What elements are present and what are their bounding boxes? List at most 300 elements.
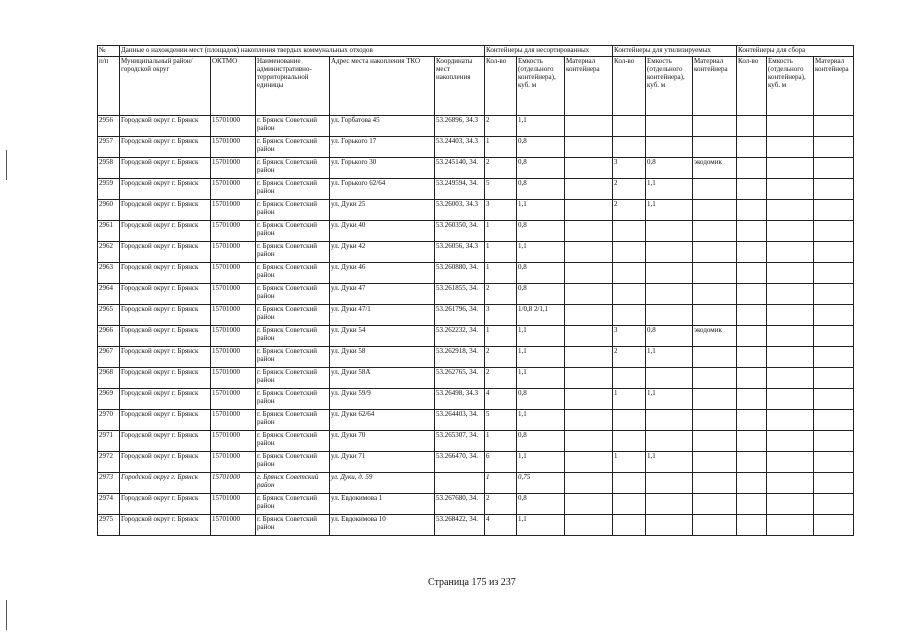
cell-material-unsorted	[565, 326, 613, 347]
cell-volume-unsorted: 1/0,8 2/1,1	[517, 305, 565, 326]
cell-material-recyclable	[693, 452, 737, 473]
page-number: Страница 175 из 237	[428, 577, 516, 588]
cell-material-recyclable	[693, 179, 737, 200]
table-row	[98, 473, 854, 494]
cell-volume-unsorted: 1,1	[517, 242, 565, 263]
header-unsorted-containers: Контейнеры для несортированных	[485, 46, 613, 57]
cell-material-collection	[814, 452, 854, 473]
cell-material-recyclable	[693, 515, 737, 536]
cell-address: ул. Дуки 46	[330, 263, 435, 284]
cell-volume-unsorted: 1,1	[517, 410, 565, 431]
cell-qty-collection	[737, 200, 767, 221]
cell-material-recyclable	[693, 389, 737, 410]
cell-material-recyclable	[693, 137, 737, 158]
cell-coordinates: 53.262232, 34.	[435, 326, 485, 347]
cell-coordinates: 53.261796, 34.	[435, 305, 485, 326]
cell-volume-recyclable	[646, 473, 693, 494]
cell-coordinates: 53.26498, 34.3	[435, 389, 485, 410]
cell-qty-recyclable	[613, 263, 646, 284]
cell-num: 2957	[98, 137, 120, 158]
cell-qty-recyclable	[613, 305, 646, 326]
cell-volume-recyclable: 0,8	[646, 158, 693, 179]
table-row	[98, 515, 854, 536]
cell-volume-unsorted: 1,1	[517, 347, 565, 368]
cell-qty-collection	[737, 389, 767, 410]
cell-volume-collection	[767, 368, 814, 389]
cell-material-recyclable	[693, 200, 737, 221]
cell-qty-collection	[737, 263, 767, 284]
col-pp: п/п	[98, 57, 120, 116]
cell-qty-unsorted: 1	[485, 242, 517, 263]
cell-material-recyclable	[693, 221, 737, 242]
table-row	[98, 305, 854, 326]
cell-address: ул. Дуки 40	[330, 221, 435, 242]
cell-qty-collection	[737, 431, 767, 452]
cell-admin-unit: г. Брянск Советский район	[256, 389, 330, 410]
cell-address: ул. Горького 17	[330, 137, 435, 158]
cell-coordinates	[435, 473, 485, 494]
cell-oktmo: 15701000	[211, 305, 256, 326]
cell-volume-unsorted: 0,75	[517, 473, 565, 494]
col-volume-recyclable: Емкость (отдельного контейнера), куб. м	[646, 57, 693, 116]
cell-qty-unsorted: 2	[485, 494, 517, 515]
cell-qty-recyclable: 2	[613, 200, 646, 221]
cell-material-unsorted	[565, 200, 613, 221]
cell-num: 2965	[98, 305, 120, 326]
cell-num: 2974	[98, 494, 120, 515]
cell-qty-unsorted: 2	[485, 116, 517, 137]
cell-material-recyclable	[693, 431, 737, 452]
cell-volume-recyclable	[646, 368, 693, 389]
cell-volume-collection	[767, 494, 814, 515]
cell-qty-unsorted: 5	[485, 179, 517, 200]
header-num: №	[98, 46, 120, 57]
table-row	[98, 284, 854, 305]
cell-qty-unsorted: 4	[485, 389, 517, 410]
col-material-recyclable: Материал контейнера	[693, 57, 737, 116]
cell-volume-collection	[767, 515, 814, 536]
cell-qty-unsorted: 5	[485, 410, 517, 431]
cell-qty-collection	[737, 179, 767, 200]
cell-material-recyclable	[693, 410, 737, 431]
cell-address: ул. Евдокимова 10	[330, 515, 435, 536]
cell-oktmo: 15701000	[211, 242, 256, 263]
cell-coordinates: 53.264403, 34.	[435, 410, 485, 431]
cell-qty-collection	[737, 242, 767, 263]
cell-municipality: Городской округ г. Брянск	[120, 116, 211, 137]
cell-qty-unsorted: 1	[485, 473, 517, 494]
cell-qty-collection	[737, 221, 767, 242]
cell-municipality: Городской округ г. Брянск	[120, 284, 211, 305]
cell-material-unsorted	[565, 116, 613, 137]
table-row	[98, 452, 854, 473]
cell-admin-unit: г. Брянск Советский район	[256, 305, 330, 326]
cell-qty-unsorted: 2	[485, 347, 517, 368]
table-row	[98, 347, 854, 368]
cell-qty-collection	[737, 326, 767, 347]
cell-num: 2971	[98, 431, 120, 452]
cell-address: ул. Дуки 71	[330, 452, 435, 473]
cell-material-unsorted	[565, 494, 613, 515]
table-row	[98, 494, 854, 515]
cell-volume-unsorted: 1,1	[517, 326, 565, 347]
cell-num: 2962	[98, 242, 120, 263]
cell-volume-unsorted: 0,8	[517, 179, 565, 200]
cell-material-collection	[814, 158, 854, 179]
cell-coordinates: 53.267680, 34.	[435, 494, 485, 515]
cell-oktmo: 15701000	[211, 368, 256, 389]
cell-municipality: Городской округ г. Брянск	[120, 368, 211, 389]
table-row	[98, 158, 854, 179]
table-body	[98, 116, 854, 536]
cell-municipality: Городской округ г. Брянск	[120, 263, 211, 284]
cell-address: ул. Дуки 47/1	[330, 305, 435, 326]
cell-qty-recyclable	[613, 284, 646, 305]
col-qty-recyclable: Кол-во	[613, 57, 646, 116]
cell-material-collection	[814, 221, 854, 242]
cell-municipality: Городской округ г. Брянск	[120, 389, 211, 410]
cell-volume-unsorted: 1,1	[517, 116, 565, 137]
cell-material-unsorted	[565, 473, 613, 494]
scan-margin-mark	[6, 150, 7, 180]
cell-address: ул. Горького 30	[330, 158, 435, 179]
cell-qty-collection	[737, 515, 767, 536]
cell-volume-unsorted: 1,1	[517, 515, 565, 536]
cell-num: 2966	[98, 326, 120, 347]
cell-coordinates: 53.26056, 34.3	[435, 242, 485, 263]
header-column-row	[98, 57, 854, 116]
cell-material-unsorted	[565, 368, 613, 389]
cell-qty-unsorted: 3	[485, 200, 517, 221]
cell-address: ул. Дуки 42	[330, 242, 435, 263]
cell-num: 2975	[98, 515, 120, 536]
cell-qty-unsorted: 1	[485, 326, 517, 347]
table-row	[98, 179, 854, 200]
cell-material-collection	[814, 494, 854, 515]
cell-admin-unit: г. Брянск Советский район	[256, 410, 330, 431]
cell-num: 2970	[98, 410, 120, 431]
cell-volume-recyclable	[646, 242, 693, 263]
cell-material-recyclable	[693, 116, 737, 137]
cell-volume-collection	[767, 221, 814, 242]
cell-material-collection	[814, 242, 854, 263]
cell-material-unsorted	[565, 347, 613, 368]
cell-address: ул. Горбатова 45	[330, 116, 435, 137]
cell-material-recyclable	[693, 473, 737, 494]
cell-num: 2964	[98, 284, 120, 305]
cell-material-collection	[814, 389, 854, 410]
cell-num: 2960	[98, 200, 120, 221]
cell-qty-collection	[737, 116, 767, 137]
cell-material-collection	[814, 116, 854, 137]
cell-municipality: Городской округ г. Брянск	[120, 515, 211, 536]
cell-qty-recyclable: 3	[613, 158, 646, 179]
cell-qty-collection	[737, 368, 767, 389]
cell-material-collection	[814, 473, 854, 494]
table-row	[98, 431, 854, 452]
cell-municipality: Городской округ г. Брянск	[120, 431, 211, 452]
cell-oktmo: 15701000	[211, 200, 256, 221]
cell-num: 2963	[98, 263, 120, 284]
cell-admin-unit: г. Брянск Советский район	[256, 221, 330, 242]
table-row	[98, 116, 854, 137]
cell-qty-collection	[737, 473, 767, 494]
cell-coordinates: 53.261855, 34.	[435, 284, 485, 305]
cell-admin-unit: г. Брянск Советский район	[256, 473, 330, 494]
cell-material-collection	[814, 515, 854, 536]
cell-qty-recyclable: 3	[613, 326, 646, 347]
cell-admin-unit: г. Брянск Советский район	[256, 179, 330, 200]
cell-municipality: Городской округ г. Брянск	[120, 410, 211, 431]
cell-qty-unsorted: 1	[485, 137, 517, 158]
col-material-collection: Материал контейнера	[814, 57, 854, 116]
cell-municipality: Городской округ г. Брянск	[120, 179, 211, 200]
col-municipality: Муниципальный район/городской округ	[120, 57, 211, 116]
cell-coordinates: 53.268422, 34.	[435, 515, 485, 536]
cell-num: 2973	[98, 473, 120, 494]
cell-coordinates: 53.26003, 34.3	[435, 200, 485, 221]
cell-oktmo: 15701000	[211, 410, 256, 431]
cell-admin-unit: г. Брянск Советский район	[256, 347, 330, 368]
cell-material-recyclable: экодомик	[693, 158, 737, 179]
cell-qty-recyclable: 1	[613, 452, 646, 473]
cell-num: 2972	[98, 452, 120, 473]
cell-municipality: Городской округ г. Брянск	[120, 473, 211, 494]
table-row	[98, 389, 854, 410]
cell-volume-unsorted: 0,8	[517, 389, 565, 410]
cell-oktmo: 15701000	[211, 179, 256, 200]
cell-num: 2967	[98, 347, 120, 368]
cell-volume-recyclable: 1,1	[646, 179, 693, 200]
table-row	[98, 221, 854, 242]
cell-volume-unsorted: 1,1	[517, 200, 565, 221]
cell-address: ул. Дуки 58	[330, 347, 435, 368]
cell-volume-collection	[767, 242, 814, 263]
cell-volume-collection	[767, 179, 814, 200]
cell-volume-collection	[767, 158, 814, 179]
cell-coordinates: 53.265307, 34.	[435, 431, 485, 452]
cell-material-unsorted	[565, 263, 613, 284]
cell-qty-collection	[737, 494, 767, 515]
cell-qty-recyclable	[613, 515, 646, 536]
cell-qty-collection	[737, 452, 767, 473]
registry-sheet	[97, 45, 854, 536]
cell-material-unsorted	[565, 179, 613, 200]
cell-oktmo: 15701000	[211, 221, 256, 242]
cell-material-collection	[814, 326, 854, 347]
col-address: Адрес места накопления ТКО	[330, 57, 435, 116]
cell-volume-collection	[767, 431, 814, 452]
cell-municipality: Городской округ г. Брянск	[120, 326, 211, 347]
cell-material-unsorted	[565, 284, 613, 305]
cell-material-recyclable	[693, 305, 737, 326]
cell-volume-collection	[767, 116, 814, 137]
cell-address: ул. Дуки, д. 59	[330, 473, 435, 494]
table-row	[98, 326, 854, 347]
cell-num: 2959	[98, 179, 120, 200]
cell-volume-unsorted: 0,8	[517, 263, 565, 284]
cell-address: ул. Дуки 25	[330, 200, 435, 221]
waste-sites-table	[97, 45, 854, 536]
cell-oktmo: 15701000	[211, 284, 256, 305]
cell-municipality: Городской округ г. Брянск	[120, 347, 211, 368]
cell-qty-recyclable: 2	[613, 179, 646, 200]
cell-oktmo: 15701000	[211, 116, 256, 137]
cell-qty-recyclable	[613, 221, 646, 242]
cell-material-unsorted	[565, 431, 613, 452]
cell-municipality: Городской округ г. Брянск	[120, 494, 211, 515]
cell-qty-unsorted: 1	[485, 431, 517, 452]
cell-volume-collection	[767, 347, 814, 368]
cell-volume-recyclable: 0,8	[646, 326, 693, 347]
cell-admin-unit: г. Брянск Советский район	[256, 452, 330, 473]
cell-oktmo: 15701000	[211, 347, 256, 368]
cell-qty-collection	[737, 410, 767, 431]
col-volume-unsorted: Емкость (отдельного контейнера), куб. м	[517, 57, 565, 116]
cell-num: 2961	[98, 221, 120, 242]
cell-municipality: Городской округ г. Брянск	[120, 200, 211, 221]
cell-admin-unit: г. Брянск Советский район	[256, 158, 330, 179]
cell-volume-recyclable	[646, 494, 693, 515]
cell-coordinates: 53.26896, 34.3	[435, 116, 485, 137]
cell-volume-recyclable	[646, 263, 693, 284]
cell-volume-collection	[767, 473, 814, 494]
col-material-unsorted: Материал контейнера	[565, 57, 613, 116]
table-row	[98, 200, 854, 221]
cell-coordinates: 53.260880, 34.	[435, 263, 485, 284]
cell-material-recyclable	[693, 368, 737, 389]
cell-qty-collection	[737, 347, 767, 368]
col-coordinates: Координаты мест накопления	[435, 57, 485, 116]
cell-volume-collection	[767, 137, 814, 158]
cell-volume-collection	[767, 305, 814, 326]
col-admin-unit: Наименование административно-территориальной единицы	[256, 57, 330, 116]
cell-volume-collection	[767, 263, 814, 284]
cell-material-unsorted	[565, 242, 613, 263]
cell-volume-recyclable: 1,1	[646, 389, 693, 410]
cell-material-collection	[814, 347, 854, 368]
cell-volume-recyclable	[646, 116, 693, 137]
cell-qty-collection	[737, 137, 767, 158]
cell-volume-unsorted: 0,8	[517, 494, 565, 515]
cell-material-unsorted	[565, 515, 613, 536]
cell-oktmo: 15701000	[211, 494, 256, 515]
cell-qty-unsorted: 1	[485, 221, 517, 242]
table-row	[98, 137, 854, 158]
cell-volume-unsorted: 0,8	[517, 431, 565, 452]
cell-num: 2969	[98, 389, 120, 410]
cell-oktmo: 15701000	[211, 431, 256, 452]
cell-material-collection	[814, 137, 854, 158]
cell-qty-collection	[737, 305, 767, 326]
cell-volume-recyclable	[646, 515, 693, 536]
cell-qty-unsorted: 4	[485, 515, 517, 536]
cell-qty-recyclable	[613, 242, 646, 263]
cell-qty-recyclable	[613, 431, 646, 452]
table-row	[98, 368, 854, 389]
col-volume-collection: Емкость (отдельного контейнера), куб. м	[767, 57, 814, 116]
cell-volume-collection	[767, 410, 814, 431]
cell-qty-recyclable	[613, 137, 646, 158]
cell-num: 2968	[98, 368, 120, 389]
col-oktmo: ОКТМО	[211, 57, 256, 116]
cell-admin-unit: г. Брянск Советский район	[256, 368, 330, 389]
cell-qty-recyclable	[613, 473, 646, 494]
cell-coordinates: 53.249594, 34.	[435, 179, 485, 200]
cell-volume-recyclable: 1,1	[646, 452, 693, 473]
cell-volume-collection	[767, 326, 814, 347]
cell-oktmo: 15701000	[211, 158, 256, 179]
cell-material-unsorted	[565, 410, 613, 431]
cell-municipality: Городской округ г. Брянск	[120, 221, 211, 242]
cell-volume-collection	[767, 284, 814, 305]
header-collection-containers: Контейнеры для сбора	[737, 46, 854, 57]
cell-volume-recyclable	[646, 431, 693, 452]
cell-material-collection	[814, 368, 854, 389]
cell-volume-recyclable: 1,1	[646, 347, 693, 368]
cell-address: ул. Дуки 58А	[330, 368, 435, 389]
cell-qty-unsorted: 2	[485, 158, 517, 179]
cell-admin-unit: г. Брянск Советский район	[256, 242, 330, 263]
cell-address: ул. Дуки 62/64	[330, 410, 435, 431]
table-row	[98, 410, 854, 431]
cell-admin-unit: г. Брянск Советский район	[256, 326, 330, 347]
cell-qty-unsorted: 6	[485, 452, 517, 473]
cell-material-collection	[814, 284, 854, 305]
cell-volume-recyclable	[646, 221, 693, 242]
cell-admin-unit: г. Брянск Советский район	[256, 200, 330, 221]
cell-volume-unsorted: 0,8	[517, 158, 565, 179]
cell-material-recyclable	[693, 347, 737, 368]
cell-qty-unsorted: 1	[485, 263, 517, 284]
cell-num: 2956	[98, 116, 120, 137]
cell-material-collection	[814, 305, 854, 326]
cell-material-recyclable: экодомик	[693, 326, 737, 347]
cell-material-collection	[814, 431, 854, 452]
cell-oktmo: 15701000	[211, 473, 256, 494]
cell-oktmo: 15701000	[211, 515, 256, 536]
cell-volume-recyclable	[646, 410, 693, 431]
cell-oktmo: 15701000	[211, 137, 256, 158]
cell-material-collection	[814, 410, 854, 431]
cell-admin-unit: г. Брянск Советский район	[256, 494, 330, 515]
cell-admin-unit: г. Брянск Советский район	[256, 431, 330, 452]
cell-material-unsorted	[565, 305, 613, 326]
header-location-data: Данные о нахождении мест (площадок) накопления твердых коммунальных отходов	[120, 46, 485, 57]
cell-volume-unsorted: 0,8	[517, 221, 565, 242]
cell-qty-collection	[737, 158, 767, 179]
cell-municipality: Городской округ г. Брянск	[120, 242, 211, 263]
cell-volume-recyclable: 1,1	[646, 200, 693, 221]
cell-qty-recyclable	[613, 410, 646, 431]
cell-address: ул. Евдокимова 1	[330, 494, 435, 515]
cell-address: ул. Дуки 47	[330, 284, 435, 305]
cell-oktmo: 15701000	[211, 389, 256, 410]
cell-volume-collection	[767, 389, 814, 410]
cell-qty-recyclable	[613, 368, 646, 389]
cell-municipality: Городской округ г. Брянск	[120, 158, 211, 179]
cell-oktmo: 15701000	[211, 326, 256, 347]
cell-qty-collection	[737, 284, 767, 305]
cell-material-collection	[814, 263, 854, 284]
cell-material-unsorted	[565, 452, 613, 473]
cell-qty-unsorted: 2	[485, 284, 517, 305]
cell-coordinates: 53.266470, 34.	[435, 452, 485, 473]
cell-oktmo: 15701000	[211, 452, 256, 473]
cell-material-recyclable	[693, 494, 737, 515]
cell-admin-unit: г. Брянск Советский район	[256, 116, 330, 137]
cell-qty-recyclable	[613, 116, 646, 137]
